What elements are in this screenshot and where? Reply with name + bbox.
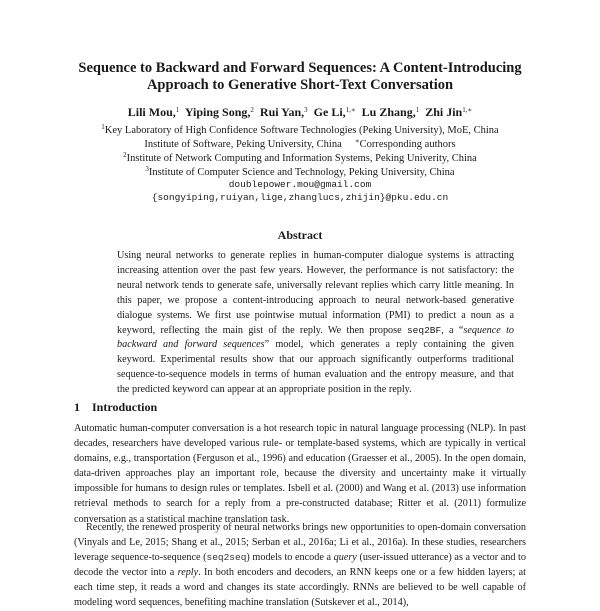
intro-paragraph-2: Recently, the renewed prosperity of neural networks brings new opportunities to open-domain conversation (Vinyals and Le, 2015; Shang et al., 2015; Serban et al., 2016a; Li et al., 2016a). In these studies, researchers leverage sequence-to-sequence (seq2seq) models to encode a query (user-issued utterance) as a vector and to decode the vector into a reply. In both encoders and decoders, an RNN keeps one or a few hidden layers; at each time step, it reads a word and changes its state accordingly. RNNs are believed to be well capable of modeling word sequences, benefiting machine translation (Sutskever et al., 2014), <box>74 522 526 609</box>
author-list <box>40 103 560 120</box>
abstract-text: Using neural networks to generate replies in human-computer dialogue systems is attracting increasing attention over the past few years. However, the performance is not satisfactory: the neural network tends to generate safe, universally relevant replies which carry little meaning. In this paper, we propose a content-introducing approach to neural network-based generative dialogue systems. We first use pointwise mutual information (PMI) to predict a noun as a keyword, reflecting the main gist of the reply. We then propose seq2BF, a “sequence to backward and forward sequences” model, which generates a reply containing the given keyword. Experimental results show that our approach significantly outperforms traditional sequence-to-sequence models in terms of human evaluation and the entropy measure, and that the predicted keyword can appear at an appropriate position in the reply. <box>117 250 514 396</box>
author-mark: 1 <box>415 106 420 114</box>
emph-reply: reply <box>177 567 199 579</box>
author-name: Rui Yan, <box>259 105 305 119</box>
abstract-heading: Abstract <box>277 228 323 242</box>
affiliation-1b: Institute of Software, Peking University, China ∗Corresponding authors <box>144 137 456 150</box>
author-mark: 1,∗ <box>345 106 356 114</box>
model-expansion: sequence to backward and forward sequences <box>117 324 514 351</box>
author-name: Lu Zhang, <box>361 105 416 119</box>
affiliation-1: $^1$Key Laboratory of High Confidence Software Technologies (Peking University), MoE, China <box>101 123 499 136</box>
author-mark: 1,∗ <box>462 106 473 114</box>
corresponding-mark: ∗ <box>354 137 360 145</box>
author-name: Zhi Jin <box>425 105 463 119</box>
code-term: seq2seq <box>206 552 247 564</box>
author-mark: 2 <box>250 106 254 114</box>
affiliation-2: $^2$Institute of Network Computing and Information Systems, Peking Univerity, China <box>123 151 477 164</box>
section-number: 1 <box>74 400 80 414</box>
title-line-1: Sequence to Backward and Forward Sequences: A Content-Introducing <box>78 60 522 76</box>
author-name: Lili Mou, <box>127 105 176 119</box>
author-mark: 3 <box>304 106 308 114</box>
email-line-2: {songyiping,ruiyan,lige,zhanglucs,zhijin}@pku.edu.cn <box>151 192 449 203</box>
affiliation-mark: 1 <box>101 123 105 131</box>
affiliation-mark: 3 <box>145 165 149 173</box>
title-line-2: Approach to Generative Short-Text Conversation <box>146 77 454 93</box>
author-mark: 1 <box>175 106 180 114</box>
paper-title <box>40 60 560 94</box>
email-line-1: doublepower.mou@gmail.com <box>228 179 372 190</box>
author-name: Ge Li, <box>313 105 346 119</box>
emph-query: query <box>333 552 357 564</box>
affiliation-3: $^3$Institute of Computer Science and Technology, Peking University, China <box>145 165 455 178</box>
corresponding-note: Corresponding authors <box>359 139 456 150</box>
intro-paragraph-1: Automatic human-computer conversation is a hot research topic in natural language processing (NLP). In past decades, researchers have developed various rule- or template-based systems, which are typically in vertical domains, e.g., transportation (Ferguson et al., 1996) and education (Graesser et al., 2005). In the open domain, data-driven approaches play an important role, because the diversity and uncertainty make it virtually impossible for humans to design rules or templates. Isbell et al. (2000) and Wang et al. (2013) use information retrieval methods to search for a reply from a pre-constructed database; Ritter et al. (2011) formulize conversation as a statistical machine translation task. <box>74 423 526 525</box>
model-name: seq2BF <box>406 324 442 336</box>
section-heading <box>74 400 157 415</box>
affiliation-mark: 2 <box>123 151 127 159</box>
section-title: Introduction <box>92 400 158 414</box>
author-name: Yiping Song, <box>184 105 251 119</box>
